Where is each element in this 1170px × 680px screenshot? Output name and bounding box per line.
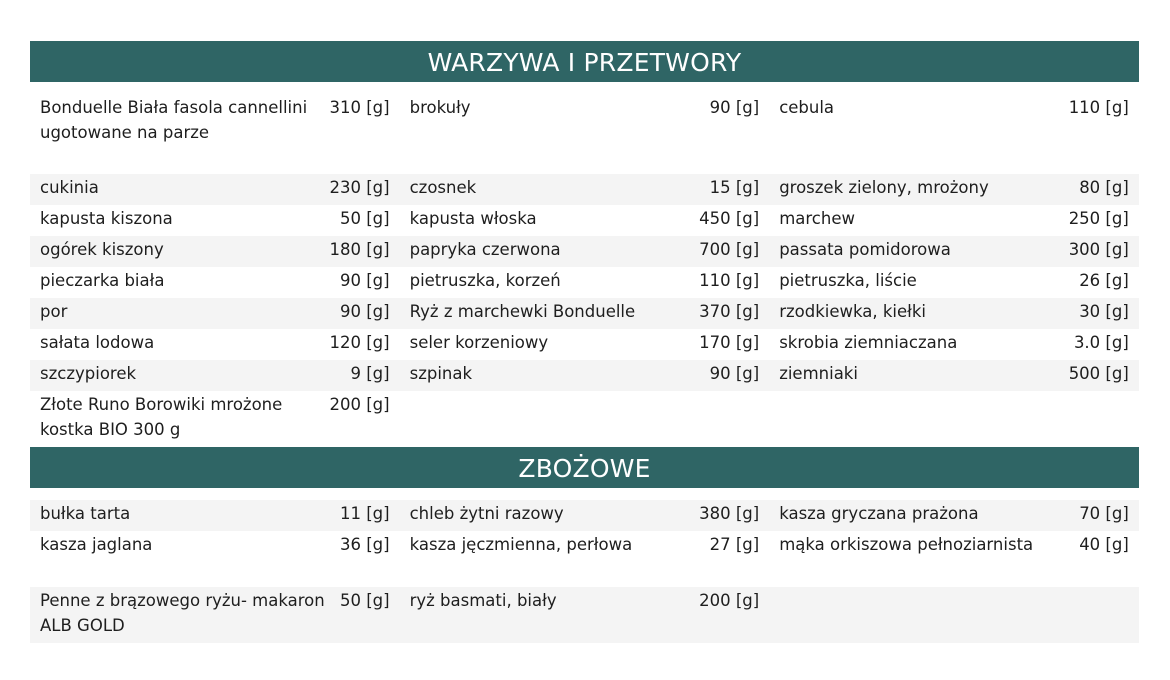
product-name: papryka czerwona bbox=[409, 240, 561, 259]
section-vegetables bbox=[30, 41, 1139, 447]
product-cell bbox=[30, 587, 400, 638]
table-row bbox=[30, 531, 1139, 587]
table-row bbox=[30, 205, 1139, 236]
product-name: Penne z brązowego ryżu- makaron ALB GOLD bbox=[40, 591, 325, 635]
product-name: por bbox=[40, 302, 68, 321]
table-row bbox=[30, 500, 1139, 531]
product-cell bbox=[769, 329, 1139, 356]
product-name: mąka orkiszowa pełnoziarnista bbox=[779, 535, 1034, 554]
product-cell bbox=[769, 174, 1139, 201]
product-cell bbox=[400, 360, 770, 387]
product-name: ogórek kiszony bbox=[40, 240, 164, 259]
product-amount: 230 [g] bbox=[329, 178, 390, 197]
table-row bbox=[30, 298, 1139, 329]
product-cell bbox=[769, 205, 1139, 232]
empty-cell bbox=[769, 587, 1139, 589]
product-cell bbox=[30, 531, 400, 558]
product-cell bbox=[400, 298, 770, 325]
product-cell bbox=[400, 500, 770, 527]
product-cell bbox=[30, 500, 400, 527]
product-name: skrobia ziemniaczana bbox=[779, 333, 958, 352]
product-cell bbox=[769, 500, 1139, 527]
product-name: szpinak bbox=[409, 364, 473, 383]
product-cell bbox=[400, 329, 770, 356]
product-cell bbox=[400, 236, 770, 263]
product-amount: 80 [g] bbox=[1079, 178, 1129, 197]
product-amount: 3.0 [g] bbox=[1073, 333, 1129, 352]
product-cell bbox=[30, 174, 400, 201]
product-cell bbox=[769, 94, 1139, 121]
table-row bbox=[30, 174, 1139, 205]
product-name: seler korzeniowy bbox=[409, 333, 549, 352]
product-name: Ryż z marchewki Bonduelle bbox=[409, 302, 636, 321]
product-name: Bonduelle Biała fasola cannellini ugotowane na parze bbox=[40, 98, 308, 142]
product-amount: 500 [g] bbox=[1068, 364, 1129, 383]
product-name: cebula bbox=[779, 98, 835, 117]
product-name: ryż basmati, biały bbox=[409, 591, 557, 610]
product-amount: 200 [g] bbox=[699, 591, 760, 610]
product-name: szczypiorek bbox=[40, 364, 137, 383]
product-name: pietruszka, korzeń bbox=[409, 271, 561, 290]
product-amount: 26 [g] bbox=[1079, 271, 1129, 290]
product-amount: 36 [g] bbox=[340, 535, 390, 554]
product-cell bbox=[400, 205, 770, 232]
product-amount: 120 [g] bbox=[329, 333, 390, 352]
product-cell bbox=[769, 531, 1139, 558]
table-row bbox=[30, 360, 1139, 391]
empty-cell bbox=[769, 391, 1139, 393]
product-cell bbox=[769, 360, 1139, 387]
empty-cell bbox=[400, 391, 770, 393]
section-cereals bbox=[30, 447, 1139, 643]
product-amount: 250 [g] bbox=[1068, 209, 1129, 228]
product-amount: 9 [g] bbox=[350, 364, 390, 383]
product-cell bbox=[30, 236, 400, 263]
product-name: ziemniaki bbox=[779, 364, 858, 383]
product-amount: 370 [g] bbox=[699, 302, 760, 321]
product-amount: 40 [g] bbox=[1079, 535, 1129, 554]
product-cell bbox=[400, 267, 770, 294]
product-cell bbox=[400, 531, 770, 558]
product-cell bbox=[400, 94, 770, 121]
product-cell bbox=[30, 329, 400, 356]
product-name: kapusta włoska bbox=[409, 209, 537, 228]
product-amount: 50 [g] bbox=[340, 209, 390, 228]
product-amount: 200 [g] bbox=[329, 395, 390, 414]
table-row bbox=[30, 587, 1139, 643]
product-cell bbox=[400, 174, 770, 201]
product-cell bbox=[30, 267, 400, 294]
product-amount: 50 [g] bbox=[340, 591, 390, 610]
product-name: kasza gryczana prażona bbox=[779, 504, 979, 523]
product-amount: 380 [g] bbox=[699, 504, 760, 523]
product-amount: 450 [g] bbox=[699, 209, 760, 228]
product-amount: 180 [g] bbox=[329, 240, 390, 259]
section-header: ZBOŻOWE bbox=[30, 447, 1139, 488]
product-cell bbox=[30, 205, 400, 232]
product-amount: 30 [g] bbox=[1079, 302, 1129, 321]
product-amount: 90 [g] bbox=[340, 302, 390, 321]
product-name: czosnek bbox=[409, 178, 477, 197]
product-name: bułka tarta bbox=[40, 504, 131, 523]
product-name: passata pomidorowa bbox=[779, 240, 951, 259]
product-name: Złote Runo Borowiki mrożone kostka BIO 300 g bbox=[40, 395, 283, 439]
product-amount: 90 [g] bbox=[709, 98, 760, 117]
product-amount: 110 [g] bbox=[699, 271, 760, 290]
section-header: WARZYWA I PRZETWORY bbox=[30, 41, 1139, 82]
product-name: groszek zielony, mrożony bbox=[779, 178, 989, 197]
product-amount: 70 [g] bbox=[1079, 504, 1129, 523]
product-table bbox=[30, 94, 1139, 447]
product-name: chleb żytni razowy bbox=[409, 504, 564, 523]
product-amount: 300 [g] bbox=[1068, 240, 1129, 259]
product-cell bbox=[30, 391, 400, 442]
product-name: kasza jęczmienna, perłowa bbox=[409, 535, 633, 554]
product-name: sałata lodowa bbox=[40, 333, 155, 352]
table-row bbox=[30, 236, 1139, 267]
table-row bbox=[30, 329, 1139, 360]
product-cell bbox=[769, 298, 1139, 325]
table-row bbox=[30, 391, 1139, 447]
product-cell bbox=[30, 360, 400, 387]
product-cell bbox=[30, 94, 400, 145]
product-amount: 90 [g] bbox=[709, 364, 760, 383]
product-table bbox=[30, 500, 1139, 643]
product-amount: 90 [g] bbox=[340, 271, 390, 290]
table-row bbox=[30, 94, 1139, 174]
product-amount: 110 [g] bbox=[1068, 98, 1129, 117]
product-name: marchew bbox=[779, 209, 855, 228]
product-name: pietruszka, liście bbox=[779, 271, 917, 290]
product-amount: 15 [g] bbox=[709, 178, 760, 197]
table-row bbox=[30, 267, 1139, 298]
product-cell bbox=[769, 236, 1139, 263]
product-cell bbox=[30, 298, 400, 325]
product-amount: 700 [g] bbox=[699, 240, 760, 259]
product-amount: 27 [g] bbox=[709, 535, 760, 554]
product-amount: 11 [g] bbox=[340, 504, 390, 523]
product-cell bbox=[769, 267, 1139, 294]
product-amount: 310 [g] bbox=[329, 98, 390, 117]
product-cell bbox=[400, 587, 770, 614]
product-name: kasza jaglana bbox=[40, 535, 153, 554]
product-name: rzodkiewka, kiełki bbox=[779, 302, 926, 321]
product-amount: 170 [g] bbox=[699, 333, 760, 352]
product-name: cukinia bbox=[40, 178, 99, 197]
product-name: kapusta kiszona bbox=[40, 209, 173, 228]
product-name: brokuły bbox=[409, 98, 471, 117]
product-name: pieczarka biała bbox=[40, 271, 165, 290]
